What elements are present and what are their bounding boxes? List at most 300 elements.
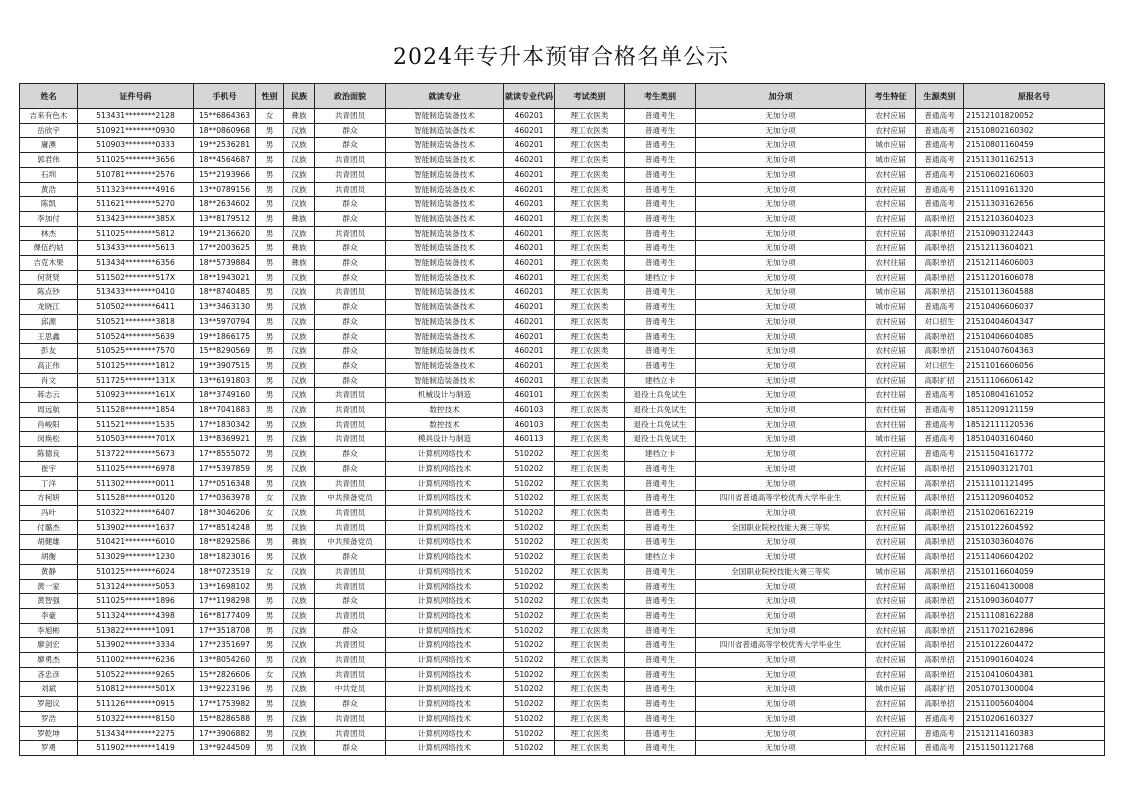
id-number-cell: 510521********3818 [78, 314, 194, 329]
exam-category-cell: 理工农医类 [555, 697, 625, 712]
phone-cell: 17**3518708 [194, 623, 256, 638]
exam-category-cell: 理工农医类 [555, 476, 625, 491]
major-code-cell: 460201 [504, 241, 555, 256]
phone-cell: 18**2634602 [194, 197, 256, 212]
major-cell: 计算机网络技术 [386, 667, 504, 682]
bonus-cell: 无加分项 [696, 226, 866, 241]
table-row [20, 623, 1105, 638]
exam-category-cell: 理工农医类 [555, 285, 625, 300]
major-code-cell: 460201 [504, 226, 555, 241]
ethnicity-cell: 汉族 [284, 123, 315, 138]
major-code-cell: 460201 [504, 109, 555, 124]
table-row [20, 285, 1105, 300]
candidate-feature-cell: 农村应届 [866, 608, 916, 623]
registration-number-cell: 21511604130008 [964, 579, 1105, 594]
major-cell: 计算机网络技术 [386, 741, 504, 756]
source-category-cell: 高职单招 [916, 285, 964, 300]
id-number-cell: 510322********8150 [78, 711, 194, 726]
candidate-category-cell: 普通考生 [625, 109, 696, 124]
name-cell: 崔宇 [20, 461, 78, 476]
gender-cell: 男 [256, 535, 284, 550]
major-code-cell: 510202 [504, 491, 555, 506]
id-number-cell: 513434********2275 [78, 726, 194, 741]
ethnicity-cell: 彝族 [284, 109, 315, 124]
ethnicity-cell: 彝族 [284, 211, 315, 226]
name-cell: 罗浩 [20, 711, 78, 726]
bonus-cell: 无加分项 [696, 344, 866, 359]
exam-category-cell: 理工农医类 [555, 300, 625, 315]
ethnicity-cell: 汉族 [284, 417, 315, 432]
table-row [20, 153, 1105, 168]
candidate-category-cell: 退役士兵免试生 [625, 388, 696, 403]
major-cell: 计算机网络技术 [386, 638, 504, 653]
registration-number-cell: 21511702162896 [964, 623, 1105, 638]
ethnicity-cell: 汉族 [284, 476, 315, 491]
political-status-cell: 中共党员 [315, 682, 386, 697]
exam-category-cell: 理工农医类 [555, 388, 625, 403]
exam-category-cell: 理工农医类 [555, 608, 625, 623]
registration-number-cell: 21511301162513 [964, 153, 1105, 168]
gender-cell: 女 [256, 109, 284, 124]
name-cell: 何贤贤 [20, 270, 78, 285]
major-code-cell: 510202 [504, 505, 555, 520]
bonus-cell: 无加分项 [696, 182, 866, 197]
table-row [20, 447, 1105, 462]
table-row [20, 461, 1105, 476]
name-cell: 罗超议 [20, 697, 78, 712]
major-code-cell: 460201 [504, 314, 555, 329]
source-category-cell: 普通高考 [916, 123, 964, 138]
id-number-cell: 513902********1637 [78, 520, 194, 535]
major-code-cell: 460201 [504, 270, 555, 285]
political-status-cell: 群众 [315, 329, 386, 344]
major-code-cell: 510202 [504, 682, 555, 697]
candidate-feature-cell: 农村应届 [866, 447, 916, 462]
table-row [20, 373, 1105, 388]
bonus-cell: 无加分项 [696, 388, 866, 403]
gender-cell: 男 [256, 138, 284, 153]
exam-category-cell: 理工农医类 [555, 447, 625, 462]
major-cell: 智能制造装备技术 [386, 153, 504, 168]
exam-category-cell: 理工农医类 [555, 329, 625, 344]
phone-cell: 19**2536281 [194, 138, 256, 153]
major-cell: 模具设计与制造 [386, 432, 504, 447]
political-status-cell: 共青团员 [315, 403, 386, 418]
political-status-cell: 共青团员 [315, 109, 386, 124]
registration-number-cell: 21510206162219 [964, 505, 1105, 520]
name-cell: 李加付 [20, 211, 78, 226]
candidate-feature-cell: 农村应届 [866, 167, 916, 182]
id-number-cell: 511025********5812 [78, 226, 194, 241]
registration-number-cell: 21511501121768 [964, 741, 1105, 756]
registration-number-cell: 21511106606142 [964, 373, 1105, 388]
candidate-category-cell: 普通考生 [625, 608, 696, 623]
candidate-category-cell: 普通考生 [625, 226, 696, 241]
name-cell: 廖勇杰 [20, 653, 78, 668]
registration-number-cell: 21511303162656 [964, 197, 1105, 212]
bonus-cell: 无加分项 [696, 138, 866, 153]
candidate-feature-cell: 农村应届 [866, 314, 916, 329]
political-status-cell: 共青团员 [315, 520, 386, 535]
bonus-cell: 无加分项 [696, 256, 866, 271]
source-category-cell: 普通高考 [916, 417, 964, 432]
id-number-cell: 513431********2128 [78, 109, 194, 124]
bonus-cell: 四川省普通高等学校优秀大学毕业生 [696, 491, 866, 506]
major-cell: 智能制造装备技术 [386, 226, 504, 241]
major-cell: 计算机网络技术 [386, 697, 504, 712]
name-cell: 胡健雄 [20, 535, 78, 550]
exam-category-cell: 理工农医类 [555, 564, 625, 579]
table-row [20, 697, 1105, 712]
exam-category-cell: 理工农医类 [555, 373, 625, 388]
ethnicity-cell: 汉族 [284, 300, 315, 315]
major-cell: 计算机网络技术 [386, 476, 504, 491]
candidate-category-cell: 普通考生 [625, 711, 696, 726]
column-header: 考试类别 [555, 84, 625, 109]
political-status-cell: 群众 [315, 461, 386, 476]
source-category-cell: 高职单招 [916, 653, 964, 668]
political-status-cell: 共青团员 [315, 726, 386, 741]
candidate-category-cell: 普通考生 [625, 594, 696, 609]
exam-category-cell: 理工农医类 [555, 314, 625, 329]
ethnicity-cell: 汉族 [284, 344, 315, 359]
major-cell: 智能制造装备技术 [386, 314, 504, 329]
gender-cell: 男 [256, 153, 284, 168]
source-category-cell: 高职单招 [916, 241, 964, 256]
registration-number-cell: 21510122604592 [964, 520, 1105, 535]
political-status-cell: 共青团员 [315, 417, 386, 432]
column-header: 考生类别 [625, 84, 696, 109]
phone-cell: 18**8740485 [194, 285, 256, 300]
ethnicity-cell: 汉族 [284, 653, 315, 668]
major-cell: 智能制造装备技术 [386, 138, 504, 153]
table-row [20, 417, 1105, 432]
political-status-cell: 共青团员 [315, 711, 386, 726]
political-status-cell: 中共预备党员 [315, 535, 386, 550]
ethnicity-cell: 汉族 [284, 579, 315, 594]
exam-category-cell: 理工农医类 [555, 682, 625, 697]
id-number-cell: 511528********0120 [78, 491, 194, 506]
major-cell: 计算机网络技术 [386, 491, 504, 506]
candidate-feature-cell: 农村应届 [866, 623, 916, 638]
id-number-cell: 510503********701X [78, 432, 194, 447]
political-status-cell: 群众 [315, 197, 386, 212]
gender-cell: 男 [256, 211, 284, 226]
name-cell: 闵焕松 [20, 432, 78, 447]
phone-cell: 13**3463130 [194, 300, 256, 315]
bonus-cell: 无加分项 [696, 153, 866, 168]
id-number-cell: 511502********517X [78, 270, 194, 285]
source-category-cell: 高职扩招 [916, 682, 964, 697]
gender-cell: 女 [256, 505, 284, 520]
phone-cell: 18**5739884 [194, 256, 256, 271]
bonus-cell: 无加分项 [696, 300, 866, 315]
gender-cell: 男 [256, 682, 284, 697]
major-code-cell: 460201 [504, 211, 555, 226]
bonus-cell: 无加分项 [696, 608, 866, 623]
exam-category-cell: 理工农医类 [555, 550, 625, 565]
candidate-feature-cell: 农村应届 [866, 520, 916, 535]
registration-number-cell: 21510903121701 [964, 461, 1105, 476]
candidate-category-cell: 普通考生 [625, 211, 696, 226]
gender-cell: 男 [256, 550, 284, 565]
candidate-feature-cell: 农村往届 [866, 403, 916, 418]
phone-cell: 18**0723519 [194, 564, 256, 579]
phone-cell: 17**2003625 [194, 241, 256, 256]
phone-cell: 15**2193966 [194, 167, 256, 182]
exam-category-cell: 理工农医类 [555, 344, 625, 359]
political-status-cell: 共青团员 [315, 579, 386, 594]
phone-cell: 18**3046206 [194, 505, 256, 520]
candidate-feature-cell: 农村往届 [866, 256, 916, 271]
candidate-feature-cell: 城市往届 [866, 432, 916, 447]
candidate-category-cell: 普通考生 [625, 461, 696, 476]
name-cell: 庸澳 [20, 138, 78, 153]
id-number-cell: 510812********501X [78, 682, 194, 697]
name-cell: 刘斌 [20, 682, 78, 697]
name-cell: 陈德良 [20, 447, 78, 462]
major-cell: 计算机网络技术 [386, 505, 504, 520]
candidate-category-cell: 建档立卡 [625, 373, 696, 388]
gender-cell: 男 [256, 741, 284, 756]
bonus-cell: 无加分项 [696, 373, 866, 388]
candidate-category-cell: 普通考生 [625, 314, 696, 329]
id-number-cell: 510522********9265 [78, 667, 194, 682]
phone-cell: 19**3907515 [194, 358, 256, 373]
id-number-cell: 510502********6411 [78, 300, 194, 315]
table-row [20, 109, 1105, 124]
gender-cell: 男 [256, 461, 284, 476]
bonus-cell: 无加分项 [696, 417, 866, 432]
political-status-cell: 共青团员 [315, 476, 386, 491]
political-status-cell: 共青团员 [315, 153, 386, 168]
political-status-cell: 群众 [315, 358, 386, 373]
candidate-feature-cell: 农村应届 [866, 373, 916, 388]
table-body [20, 109, 1105, 756]
gender-cell: 男 [256, 388, 284, 403]
major-cell: 智能制造装备技术 [386, 123, 504, 138]
source-category-cell: 普通高考 [916, 403, 964, 418]
political-status-cell: 群众 [315, 623, 386, 638]
source-category-cell: 高职单招 [916, 608, 964, 623]
phone-cell: 19**1866175 [194, 329, 256, 344]
major-code-cell: 510202 [504, 653, 555, 668]
source-category-cell: 高职单招 [916, 638, 964, 653]
bonus-cell: 无加分项 [696, 109, 866, 124]
ethnicity-cell: 彝族 [284, 256, 315, 271]
political-status-cell: 中共预备党员 [315, 491, 386, 506]
id-number-cell: 510921********0930 [78, 123, 194, 138]
id-number-cell: 511323********4916 [78, 182, 194, 197]
candidate-category-cell: 普通考生 [625, 344, 696, 359]
name-cell: 付璐杰 [20, 520, 78, 535]
exam-category-cell: 理工农医类 [555, 109, 625, 124]
page-title: 2024年专升本预审合格名单公示 [393, 45, 729, 70]
column-header: 加分项 [696, 84, 866, 109]
phone-cell: 15**6864363 [194, 109, 256, 124]
ethnicity-cell: 汉族 [284, 608, 315, 623]
registration-number-cell: 21511209604052 [964, 491, 1105, 506]
major-cell: 计算机网络技术 [386, 447, 504, 462]
source-category-cell: 普通高考 [916, 167, 964, 182]
political-status-cell: 共青团员 [315, 388, 386, 403]
candidate-feature-cell: 农村应届 [866, 109, 916, 124]
ethnicity-cell: 汉族 [284, 505, 315, 520]
bonus-cell: 四川省普通高等学校优秀大学毕业生 [696, 638, 866, 653]
id-number-cell: 511902********1419 [78, 741, 194, 756]
candidate-feature-cell: 农村应届 [866, 211, 916, 226]
gender-cell: 女 [256, 564, 284, 579]
candidate-category-cell: 普通考生 [625, 520, 696, 535]
phone-cell: 13**6191803 [194, 373, 256, 388]
source-category-cell: 高职单招 [916, 329, 964, 344]
registration-number-cell: 21510404604347 [964, 314, 1105, 329]
ethnicity-cell: 汉族 [284, 432, 315, 447]
table-row [20, 608, 1105, 623]
candidate-category-cell: 普通考生 [625, 153, 696, 168]
candidate-category-cell: 普通考生 [625, 138, 696, 153]
registration-number-cell: 21512114160383 [964, 726, 1105, 741]
candidate-category-cell: 退役士兵免试生 [625, 403, 696, 418]
registration-number-cell: 21511406604202 [964, 550, 1105, 565]
candidate-feature-cell: 农村应届 [866, 726, 916, 741]
major-cell: 计算机网络技术 [386, 653, 504, 668]
source-category-cell: 高职单招 [916, 211, 964, 226]
candidate-category-cell: 普通考生 [625, 653, 696, 668]
registration-number-cell: 21510903122443 [964, 226, 1105, 241]
id-number-cell: 510322********6407 [78, 505, 194, 520]
candidate-feature-cell: 农村应届 [866, 461, 916, 476]
exam-category-cell: 理工农医类 [555, 491, 625, 506]
gender-cell: 男 [256, 447, 284, 462]
major-cell: 智能制造装备技术 [386, 270, 504, 285]
gender-cell: 男 [256, 314, 284, 329]
id-number-cell: 510903********0333 [78, 138, 194, 153]
candidate-table [19, 83, 1105, 756]
major-cell: 智能制造装备技术 [386, 241, 504, 256]
major-cell: 计算机网络技术 [386, 608, 504, 623]
candidate-category-cell: 普通考生 [625, 491, 696, 506]
registration-number-cell: 21512114606003 [964, 256, 1105, 271]
name-cell: 王思鑫 [20, 329, 78, 344]
candidate-category-cell: 普通考生 [625, 285, 696, 300]
name-cell: 倮伍约姑 [20, 241, 78, 256]
ethnicity-cell: 汉族 [284, 682, 315, 697]
source-category-cell: 高职单招 [916, 667, 964, 682]
phone-cell: 17**1830342 [194, 417, 256, 432]
candidate-feature-cell: 农村应届 [866, 241, 916, 256]
id-number-cell: 510421********6010 [78, 535, 194, 550]
table-row [20, 329, 1105, 344]
bonus-cell: 无加分项 [696, 241, 866, 256]
id-number-cell: 511324********4398 [78, 608, 194, 623]
candidate-category-cell: 普通考生 [625, 638, 696, 653]
gender-cell: 男 [256, 226, 284, 241]
political-status-cell: 共青团员 [315, 653, 386, 668]
major-cell: 计算机网络技术 [386, 594, 504, 609]
ethnicity-cell: 汉族 [284, 520, 315, 535]
political-status-cell: 群众 [315, 344, 386, 359]
candidate-category-cell: 建档立卡 [625, 550, 696, 565]
ethnicity-cell: 汉族 [284, 358, 315, 373]
gender-cell: 男 [256, 300, 284, 315]
phone-cell: 16**8177409 [194, 608, 256, 623]
gender-cell: 男 [256, 123, 284, 138]
exam-category-cell: 理工农医类 [555, 638, 625, 653]
major-code-cell: 460103 [504, 403, 555, 418]
source-category-cell: 高职单招 [916, 564, 964, 579]
table-row [20, 358, 1105, 373]
id-number-cell: 511025********3656 [78, 153, 194, 168]
table-row [20, 314, 1105, 329]
candidate-category-cell: 普通考生 [625, 167, 696, 182]
bonus-cell: 无加分项 [696, 594, 866, 609]
phone-cell: 13**5970794 [194, 314, 256, 329]
registration-number-cell: 21510406604085 [964, 329, 1105, 344]
candidate-feature-cell: 城市应届 [866, 138, 916, 153]
candidate-feature-cell: 农村应届 [866, 270, 916, 285]
id-number-cell: 511302********0011 [78, 476, 194, 491]
registration-number-cell: 21510801160459 [964, 138, 1105, 153]
id-number-cell: 513124********5053 [78, 579, 194, 594]
gender-cell: 男 [256, 638, 284, 653]
id-number-cell: 511725********131X [78, 373, 194, 388]
source-category-cell: 普通高考 [916, 726, 964, 741]
registration-number-cell: 21512101820052 [964, 109, 1105, 124]
table-row [20, 432, 1105, 447]
major-code-cell: 460201 [504, 153, 555, 168]
column-header: 生源类别 [916, 84, 964, 109]
candidate-feature-cell: 农村应届 [866, 711, 916, 726]
exam-category-cell: 理工农医类 [555, 726, 625, 741]
major-code-cell: 510202 [504, 638, 555, 653]
major-code-cell: 510202 [504, 476, 555, 491]
ethnicity-cell: 汉族 [284, 329, 315, 344]
major-code-cell: 510202 [504, 594, 555, 609]
column-header: 民族 [284, 84, 315, 109]
major-cell: 智能制造装备技术 [386, 182, 504, 197]
phone-cell: 13**8369921 [194, 432, 256, 447]
id-number-cell: 511002********6236 [78, 653, 194, 668]
candidate-category-cell: 建档立卡 [625, 447, 696, 462]
candidate-category-cell: 普通考生 [625, 300, 696, 315]
bonus-cell: 无加分项 [696, 535, 866, 550]
registration-number-cell: 18510804161052 [964, 388, 1105, 403]
phone-cell: 15**2826606 [194, 667, 256, 682]
exam-category-cell: 理工农医类 [555, 153, 625, 168]
candidate-category-cell: 普通考生 [625, 329, 696, 344]
ethnicity-cell: 汉族 [284, 550, 315, 565]
name-cell: 李豪 [20, 608, 78, 623]
name-cell: 黄浩 [20, 182, 78, 197]
table-row [20, 403, 1105, 418]
id-number-cell: 513433********0410 [78, 285, 194, 300]
political-status-cell: 群众 [315, 550, 386, 565]
ethnicity-cell: 汉族 [284, 564, 315, 579]
major-cell: 智能制造装备技术 [386, 197, 504, 212]
source-category-cell: 普通高考 [916, 300, 964, 315]
registration-number-cell: 21510303604076 [964, 535, 1105, 550]
gender-cell: 男 [256, 608, 284, 623]
source-category-cell: 高职单招 [916, 594, 964, 609]
id-number-cell: 511528********1854 [78, 403, 194, 418]
phone-cell: 18**1823016 [194, 550, 256, 565]
major-cell: 智能制造装备技术 [386, 344, 504, 359]
political-status-cell: 群众 [315, 447, 386, 462]
registration-number-cell: 21510901604024 [964, 653, 1105, 668]
major-code-cell: 460201 [504, 300, 555, 315]
major-code-cell: 510202 [504, 741, 555, 756]
